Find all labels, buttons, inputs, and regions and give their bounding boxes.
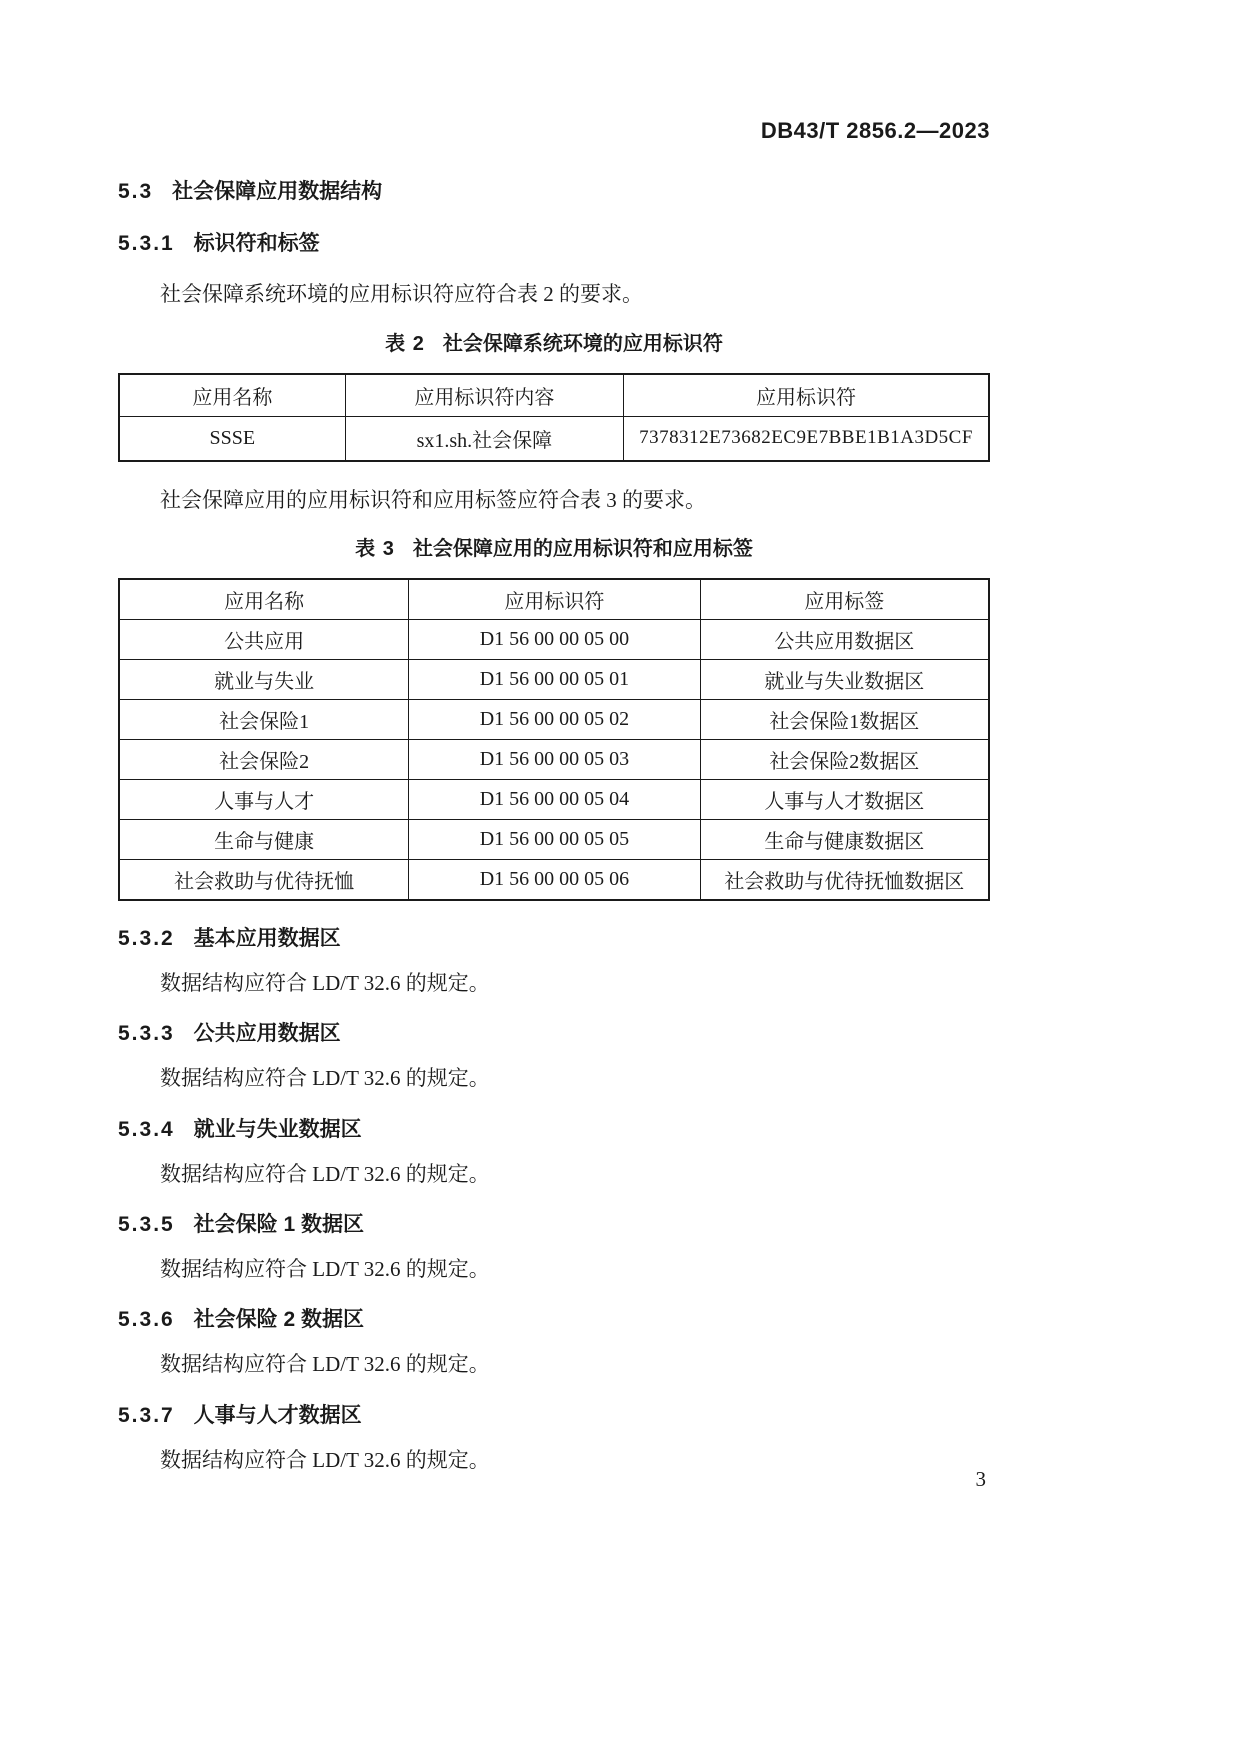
table-caption-title: 社会保障系统环境的应用标识符 [442, 332, 723, 355]
table-cell: 社会保险1数据区 [700, 699, 989, 739]
paragraph: 数据结构应符合 LD/T 32.6 的规定。 [160, 1161, 490, 1186]
table-cell: D1 56 00 00 05 04 [409, 779, 700, 819]
section-title: 公共应用数据区 [193, 1022, 341, 1046]
table-cell: 公共应用数据区 [700, 619, 989, 659]
table-cell: 社会救助与优待抚恤 [119, 859, 409, 900]
section-title: 就业与失业数据区 [193, 1117, 362, 1141]
doc-code: DB43/T 2856.2—2023 [760, 118, 990, 143]
section-5-3-heading [118, 180, 990, 204]
section-5-3-2-heading [118, 927, 990, 951]
section-number: 5.3.3 [118, 1022, 175, 1046]
table-row [119, 699, 989, 739]
section-number: 5.3.1 [118, 232, 175, 256]
table-cell: D1 56 00 00 05 06 [409, 859, 700, 900]
paragraph: 数据结构应符合 LD/T 32.6 的规定。 [160, 1066, 490, 1091]
table-cell: 就业与失业 [119, 659, 409, 699]
table-2-system-identifier [118, 373, 990, 462]
table-row [119, 739, 989, 779]
table-cell: 7378312E73682EC9E7BBE1B1A3D5CF [624, 416, 989, 461]
table-cell: 就业与失业数据区 [700, 659, 989, 699]
table-cell: 生命与健康 [119, 819, 409, 859]
paragraph: 数据结构应符合 LD/T 32.6 的规定。 [160, 970, 490, 995]
paragraph: 数据结构应符合 LD/T 32.6 的规定。 [160, 1257, 490, 1282]
page-header [118, 118, 990, 144]
section-5-3-4-heading [118, 1118, 990, 1142]
section-title: 社会保障应用数据结构 [172, 180, 383, 203]
table-cell: 社会救助与优待抚恤数据区 [700, 859, 989, 900]
table-cell: 公共应用 [119, 619, 409, 659]
section-5-3-3-heading [118, 1022, 990, 1046]
section-number: 5.3 [118, 180, 154, 203]
section-number: 5.3.4 [118, 1117, 175, 1141]
section-title: 标识符和标签 [193, 232, 320, 256]
section-5-3-7-heading [118, 1404, 990, 1428]
table-cell: SSSE [119, 416, 345, 461]
section-5-3-5-heading [118, 1213, 990, 1237]
table-row [119, 416, 989, 461]
paragraph: 数据结构应符合 LD/T 32.6 的规定。 [160, 1447, 490, 1472]
section-title: 基本应用数据区 [193, 926, 341, 950]
section-5-3-1-heading [118, 232, 990, 256]
table-cell: 人事与人才 [119, 779, 409, 819]
table-2-caption [118, 327, 990, 356]
table-caption-label: 表 2 [385, 332, 425, 355]
column-header: 应用标签 [700, 579, 989, 620]
section-5-3-6-heading [118, 1308, 990, 1332]
table-cell: sx1.sh.社会保障 [345, 416, 623, 461]
table-3-caption [118, 532, 990, 561]
section-title: 人事与人才数据区 [193, 1403, 362, 1427]
paragraph: 社会保障应用的应用标识符和应用标签应符合表 3 的要求。 [160, 487, 706, 512]
section-number: 5.3.7 [118, 1403, 175, 1427]
column-header: 应用标识符 [624, 374, 989, 417]
table-cell: 人事与人才数据区 [700, 779, 989, 819]
section-number: 5.3.5 [118, 1212, 175, 1236]
page-number: 3 [975, 1467, 986, 1491]
page-content [118, 0, 990, 1473]
section-number: 5.3.2 [118, 926, 175, 950]
table-cell: D1 56 00 00 05 00 [409, 619, 700, 659]
table-row [119, 659, 989, 699]
table-cell: 社会保险2 [119, 739, 409, 779]
table-cell: 社会保险1 [119, 699, 409, 739]
column-header: 应用标识符 [409, 579, 700, 620]
column-header: 应用名称 [119, 374, 345, 417]
section-title: 社会保险 1 数据区 [193, 1212, 364, 1236]
table-cell: D1 56 00 00 05 03 [409, 739, 700, 779]
paragraph: 数据结构应符合 LD/T 32.6 的规定。 [160, 1352, 490, 1377]
table-caption-label: 表 3 [355, 537, 395, 560]
column-header: 应用标识符内容 [345, 374, 623, 417]
section-number: 5.3.6 [118, 1308, 175, 1332]
table-row [119, 819, 989, 859]
table-cell: D1 56 00 00 05 02 [409, 699, 700, 739]
table-cell: D1 56 00 00 05 01 [409, 659, 700, 699]
table-cell: D1 56 00 00 05 05 [409, 819, 700, 859]
table-header-row [119, 579, 989, 620]
table-caption-title: 社会保障应用的应用标识符和应用标签 [412, 537, 753, 560]
table-cell: 社会保险2数据区 [700, 739, 989, 779]
table-row [119, 779, 989, 819]
table-3-app-identifiers [118, 578, 990, 901]
section-title: 社会保险 2 数据区 [193, 1308, 364, 1332]
paragraph: 社会保障系统环境的应用标识符应符合表 2 的要求。 [160, 282, 643, 307]
table-header-row [119, 374, 989, 417]
table-row [119, 859, 989, 900]
table-cell: 生命与健康数据区 [700, 819, 989, 859]
table-row [119, 619, 989, 659]
column-header: 应用名称 [119, 579, 409, 620]
